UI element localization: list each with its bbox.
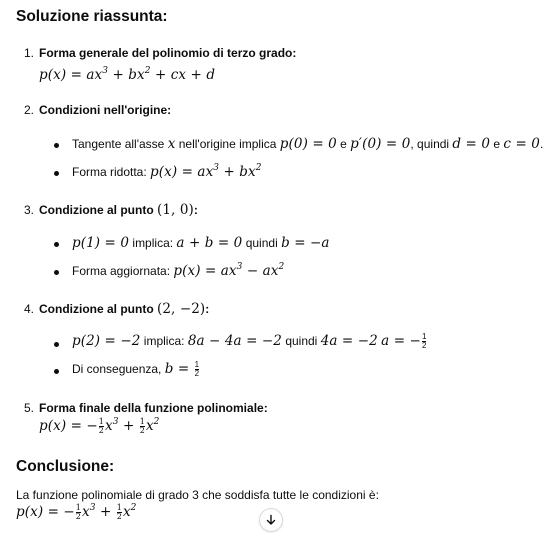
- bullet-dot: [54, 270, 59, 275]
- fraction: $\frac{1}{2}$: [421, 332, 427, 351]
- step-number: 1.: [24, 46, 35, 60]
- bullet-dot: [54, 171, 59, 176]
- fraction: $\frac{1}{2}$: [139, 417, 145, 435]
- step-number: 3.: [24, 203, 35, 217]
- fraction: $\frac{1}{2}$: [98, 417, 104, 435]
- step-number: 4.: [24, 302, 35, 316]
- conclusion-text: La funzione polinomiale di grado 3 che soddisfa tutte le condizioni è:: [16, 488, 379, 502]
- step-title: Forma finale della funzione polinomiale:: [39, 401, 268, 415]
- bullet-condition-2: p(2) = −2 implica: 8a − 4a = −2 quindi 4a = −2 a = − $\frac{1}{2}$: [72, 332, 427, 351]
- bullet-consequence: Di conseguenza, b = $\frac{1}{2}$: [72, 360, 200, 379]
- bullet-tangent: Tangente all'asse x nell'origine implica p(0) = 0 e p′(0) = 0, quindi d = 0 e c = 0.: [72, 136, 543, 152]
- fraction: $\frac{1}{2}$: [194, 360, 200, 379]
- step-number: 5.: [24, 401, 35, 415]
- step-formula: $p(x) = ax^3 + bx^2$ + cx + d: [39, 66, 216, 83]
- conclusion-formula: p(x) = − $\frac{1}{2}$ $x^3$ + $\frac{1}{2}$ $x^2$: [16, 503, 137, 521]
- summary-heading: Soluzione riassunta:: [16, 8, 168, 25]
- bullet-dot: [54, 369, 59, 374]
- step-formula: p(x) = − $\frac{1}{2}$ $x^3$ + $\frac{1}{2}$ $x^2$: [39, 417, 160, 435]
- bullet-updated-form: Forma aggiornata: $p(x) = ax^3 - ax^2$: [72, 262, 285, 279]
- conclusion-heading: Conclusione:: [16, 458, 115, 475]
- arrow-down-icon: [265, 514, 277, 526]
- step-number: 2.: [24, 103, 35, 117]
- bullet-condition-1: p(1) = 0 implica: a + b = 0 quindi b = −a: [72, 235, 330, 251]
- bullet-dot: [54, 342, 59, 347]
- bullet-reduced-form: Forma ridotta: $p(x) = ax^3 + bx^2$: [72, 163, 262, 180]
- bullet-dot: [54, 242, 59, 247]
- step-title: Condizione al punto (1, 0):: [39, 202, 198, 218]
- fraction: $\frac{1}{2}$: [75, 503, 81, 521]
- scroll-to-bottom-button[interactable]: [259, 508, 283, 532]
- fraction: $\frac{1}{2}$: [116, 503, 122, 521]
- step-title: Condizione al punto (2, −2):: [39, 301, 210, 317]
- bullet-dot: [54, 143, 59, 148]
- step-title: Condizioni nell'origine:: [39, 103, 172, 117]
- step-title: Forma generale del polinomio di terzo grado:: [39, 46, 297, 60]
